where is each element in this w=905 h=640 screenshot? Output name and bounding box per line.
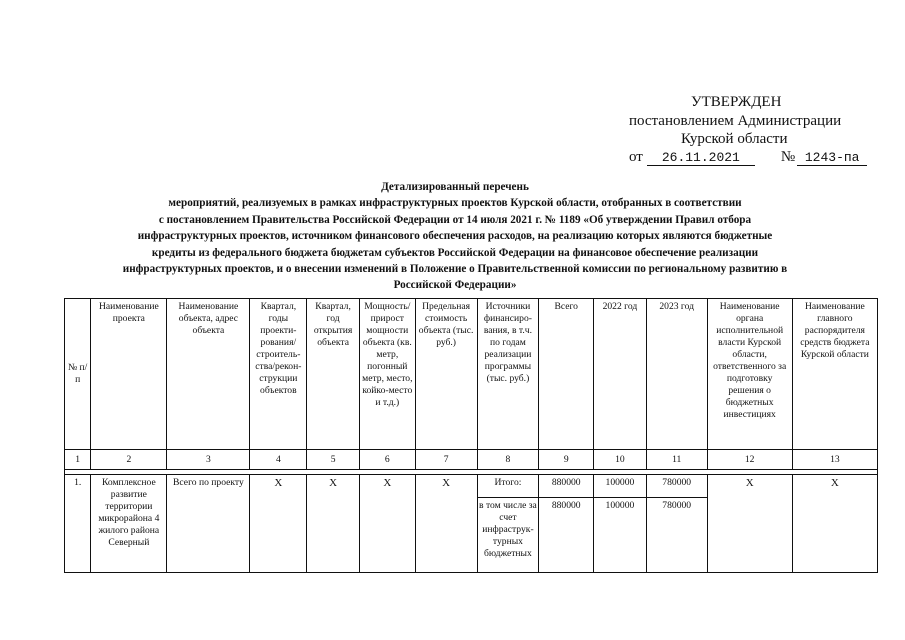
total-2023-value: 780000 xyxy=(646,475,707,498)
column-number-row xyxy=(65,450,878,470)
header-cell-quarter-open: Квартал, год открытия объекта xyxy=(307,299,360,450)
table-row xyxy=(65,475,878,498)
column-number: 11 xyxy=(646,450,707,470)
column-number: 2 xyxy=(91,450,167,470)
max-cost-value: Х xyxy=(415,475,477,573)
header-cell-project: Наименование проекта xyxy=(91,299,167,450)
approval-region: Курской области xyxy=(681,131,788,147)
capacity-value: Х xyxy=(359,475,415,573)
header-cell-distributor: Наименование главного распорядителя средств бюджета Курской области xyxy=(792,299,877,450)
column-number: 4 xyxy=(250,450,307,470)
column-number: 13 xyxy=(792,450,877,470)
column-number: 8 xyxy=(477,450,539,470)
measures-table xyxy=(64,298,878,573)
column-number: 10 xyxy=(594,450,647,470)
sub-2023-value: 780000 xyxy=(646,498,707,573)
source-total-label: Итого: xyxy=(477,475,539,498)
heading-line: Детализированный перечень xyxy=(381,181,529,193)
table-header-row xyxy=(65,299,878,450)
header-cell-sources: Источники финансиро-вания, в т.ч. по годам реализации программы (тыс. руб.) xyxy=(477,299,539,450)
row-number: 1. xyxy=(65,475,91,573)
heading-line: Российской Федерации» xyxy=(393,279,517,292)
heading-line: с постановлением Правительства Российской Федерации от 14 июля 2021 г. № 1189 «Об утверждении Правил отбора xyxy=(158,213,752,226)
column-number: 7 xyxy=(415,450,477,470)
approval-date-line xyxy=(629,148,867,167)
sub-all-value: 880000 xyxy=(539,498,594,573)
number-prefix: № xyxy=(780,149,796,165)
project-name: Комплексное развитие территории микрорайона 4 жилого района Северный xyxy=(91,475,167,573)
quarter-years-value: Х xyxy=(250,475,307,573)
responsible-body-value: Х xyxy=(707,475,792,573)
header-cell-total: Всего xyxy=(539,299,594,450)
header-cell-num: № п/п xyxy=(65,299,91,450)
date-prefix: от xyxy=(629,149,643,165)
header-cell-quarter-years: Квартал, годы проекти-рования/ строитель-ства/рекон-струкции объектов xyxy=(250,299,307,450)
column-number: 3 xyxy=(167,450,250,470)
total-all-value: 880000 xyxy=(539,475,594,498)
source-sub-label: в том числе за счет инфраструк-турных бюджетных xyxy=(477,498,539,573)
column-number: 9 xyxy=(539,450,594,470)
header-cell-2023: 2023 год xyxy=(646,299,707,450)
approval-title: УТВЕРЖДЕН xyxy=(691,94,782,110)
column-number: 5 xyxy=(307,450,360,470)
distributor-value: Х xyxy=(792,475,877,573)
column-number: 12 xyxy=(707,450,792,470)
column-number: 1 xyxy=(65,450,91,470)
total-2022-value: 100000 xyxy=(594,475,647,498)
header-cell-2022: 2022 год xyxy=(594,299,647,450)
heading-line: кредиты из федерального бюджета бюджетам субъектов Российской Федерации на финансовое обеспечение реализации xyxy=(151,246,759,259)
document-heading xyxy=(40,179,870,294)
object-name: Всего по проекту xyxy=(167,475,250,573)
header-cell-max-cost: Предельная стоимость объекта (тыс. руб.) xyxy=(415,299,477,450)
header-cell-capacity: Мощность/ прирост мощности объекта (кв. метр, погонный метр, место, койко-место и т.д.) xyxy=(359,299,415,450)
heading-line: инфраструктурных проектов, источником финансового обеспечения расходов, на реализацию которых являются бюджетные xyxy=(137,230,773,243)
header-cell-object: Наименование объекта, адрес объекта xyxy=(167,299,250,450)
heading-line: мероприятий, реализуемых в рамках инфраструктурных проектов Курской области, отобранных в соответствии xyxy=(168,197,742,210)
approval-date: 26.11.2021 xyxy=(647,150,755,166)
column-number: 6 xyxy=(359,450,415,470)
approval-number: 1243-па xyxy=(797,150,867,166)
sub-2022-value: 100000 xyxy=(594,498,647,573)
approval-issuer: постановлением Администрации xyxy=(629,113,842,129)
heading-line: инфраструктурных проектов, и о внесении изменений в Положение о Правительственной комиссии по региональному развитию в xyxy=(122,263,788,276)
quarter-open-value: Х xyxy=(307,475,360,573)
header-cell-responsible-body: Наименование органа исполнительной власти Курской области, ответственного за подготовку решения о бюджетных инвестициях xyxy=(707,299,792,450)
